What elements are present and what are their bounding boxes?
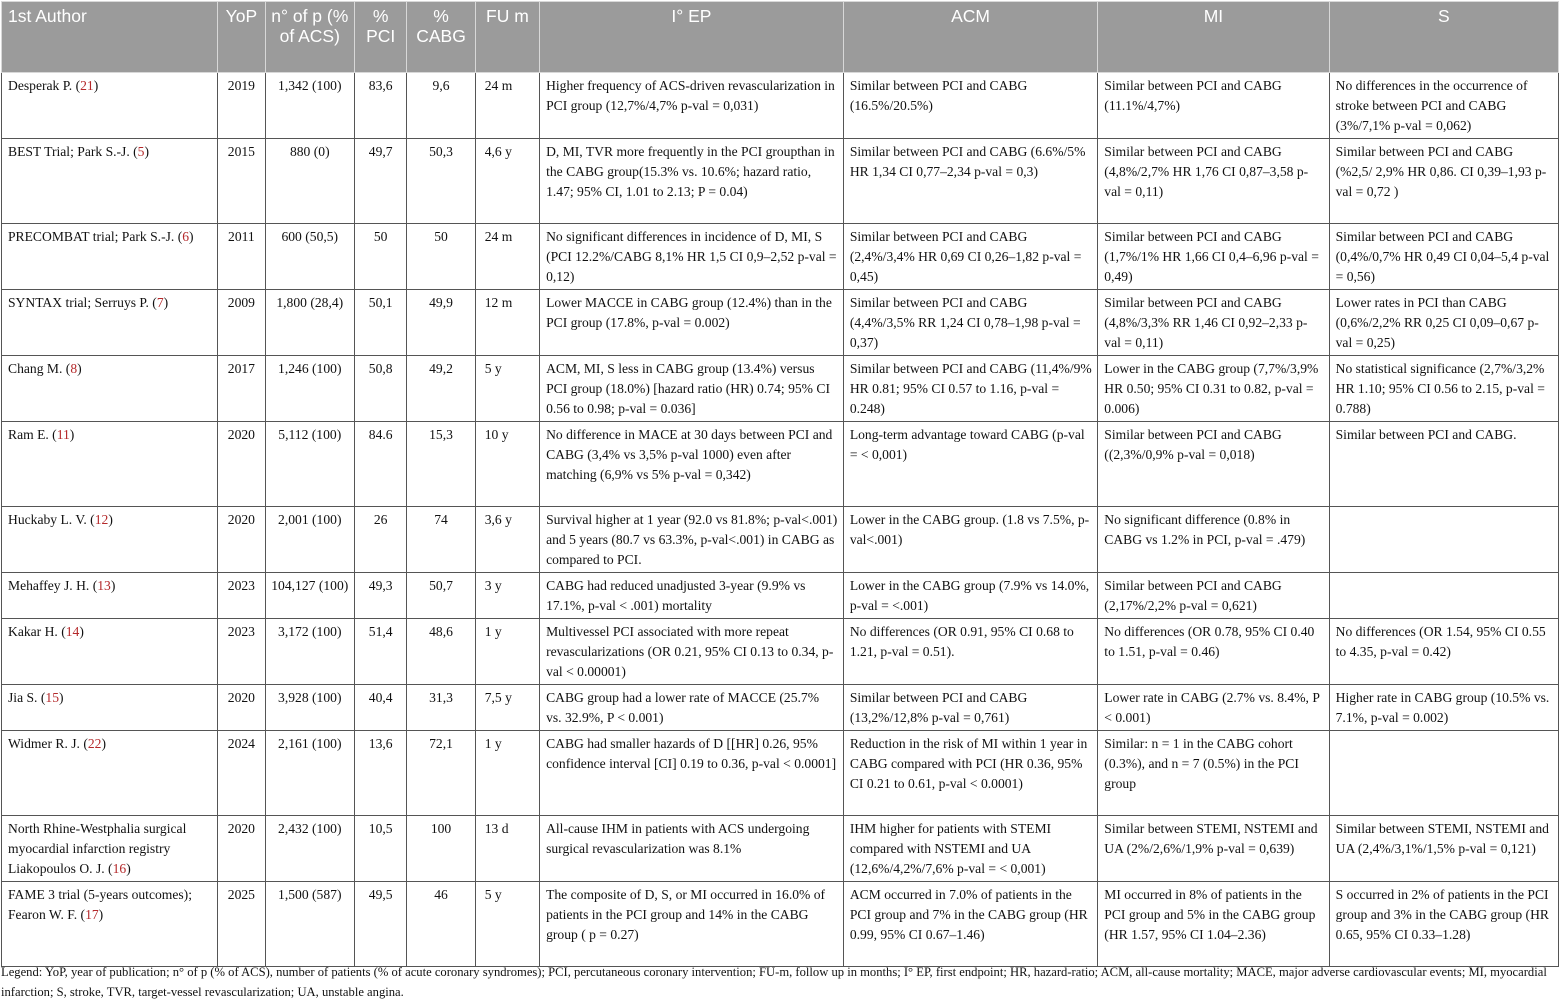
- cell-n-patients: 880 (0): [265, 139, 355, 224]
- cell-acm: Reduction in the risk of MI within 1 year in CABG compared with PCI (HR 0.36, 95% CI 0.21 to 0.61, p-val < 0.0001): [843, 731, 1097, 816]
- col-header-author: 1st Author: [2, 2, 218, 73]
- cell-fu: 12 m: [475, 290, 539, 356]
- cell-pci: 50,8: [355, 356, 407, 422]
- table-row: [2, 356, 1559, 422]
- cell-ep: D, MI, TVR more frequently in the PCI groupthan in the CABG group(15.3% vs. 10.6%; hazard ratio, 1.47; 95% CI, 1.01 to 2.13; P = 0.04): [540, 139, 844, 224]
- cell-mi: MI occurred in 8% of patients in the PCI group and 5% in the CABG group (HR 1.57, 95% CI 1.04–2.36): [1098, 882, 1329, 967]
- cell-fu: 4,6 y: [475, 139, 539, 224]
- cell-mi: Similar between PCI and CABG (4,8%/3,3% RR 1,46 CI 0,92–2,33 p-val = 0,11): [1098, 290, 1329, 356]
- cell-mi: No significant difference (0.8% in CABG vs 1.2% in PCI, p-val = .479): [1098, 507, 1329, 573]
- cell-n-patients: 2,432 (100): [265, 816, 355, 882]
- cell-author: [2, 224, 218, 290]
- cell-cabg: 31,3: [407, 685, 475, 731]
- cell-mi: Lower rate in CABG (2.7% vs. 8.4%, P < 0.001): [1098, 685, 1329, 731]
- cell-fu: 13 d: [475, 816, 539, 882]
- cell-pci: 83,6: [355, 73, 407, 139]
- cell-n-patients: 1,500 (587): [265, 882, 355, 967]
- table-row: [2, 685, 1559, 731]
- cell-cabg: 50,7: [407, 573, 475, 619]
- reference-link[interactable]: 7: [156, 295, 164, 310]
- cell-yop: 2020: [218, 422, 265, 507]
- cell-s: No differences in the occurrence of stroke between PCI and CABG (3%/7,1% p-val = 0,062): [1329, 73, 1558, 139]
- author-name: BEST Trial; Park S.-J. (: [8, 144, 138, 159]
- cell-fu: 7,5 y: [475, 685, 539, 731]
- col-header-mi: MI: [1098, 2, 1329, 73]
- table-row: [2, 731, 1559, 816]
- author-name: Widmer R. J. (: [8, 736, 88, 751]
- cell-author: [2, 882, 218, 967]
- cell-yop: 2025: [218, 882, 265, 967]
- cell-author: [2, 422, 218, 507]
- cell-acm: Similar between PCI and CABG (16.5%/20.5%): [843, 73, 1097, 139]
- cell-n-patients: 104,127 (100): [265, 573, 355, 619]
- cell-yop: 2020: [218, 507, 265, 573]
- cell-cabg: 50,3: [407, 139, 475, 224]
- cell-s: No differences (OR 1.54, 95% CI 0.55 to 4.35, p-val = 0.42): [1329, 619, 1558, 685]
- cell-yop: 2024: [218, 731, 265, 816]
- table-row: [2, 139, 1559, 224]
- cell-pci: 13,6: [355, 731, 407, 816]
- cell-fu: 24 m: [475, 224, 539, 290]
- ref-close-paren: ): [69, 427, 75, 442]
- cell-cabg: 49,2: [407, 356, 475, 422]
- cell-ep: Higher frequency of ACS-driven revascularization in PCI group (12,7%/4,7% p-val = 0,031): [540, 73, 844, 139]
- cell-yop: 2023: [218, 573, 265, 619]
- cell-acm: No differences (OR 0.91, 95% CI 0.68 to 1.21, p-val = 0.51).: [843, 619, 1097, 685]
- cell-pci: 50,1: [355, 290, 407, 356]
- cell-pci: 10,5: [355, 816, 407, 882]
- cell-acm: Similar between PCI and CABG (13,2%/12,8% p-val = 0,761): [843, 685, 1097, 731]
- cell-mi: Similar between PCI and CABG (1,7%/1% HR 1,66 CI 0,4–6,96 p-val = 0,49): [1098, 224, 1329, 290]
- cell-yop: 2019: [218, 73, 265, 139]
- cell-pci: 49,5: [355, 882, 407, 967]
- cell-cabg: 74: [407, 507, 475, 573]
- ref-close-paren: ): [79, 624, 84, 639]
- cell-n-patients: 1,246 (100): [265, 356, 355, 422]
- table-row: [2, 507, 1559, 573]
- ref-close-paren: ): [101, 736, 106, 751]
- cell-fu: 5 y: [475, 882, 539, 967]
- cell-yop: 2020: [218, 685, 265, 731]
- cell-author: [2, 731, 218, 816]
- cell-ep: ACM, MI, S less in CABG group (13.4%) versus PCI group (18.0%) [hazard ratio (HR) 0.74; 95% CI 0.56 to 0.98; p-val = 0.036]: [540, 356, 844, 422]
- cell-mi: Similar: n = 1 in the CABG cohort (0.3%), and n = 7 (0.5%) in the PCI group: [1098, 731, 1329, 816]
- col-header-ep: I° EP: [540, 2, 844, 73]
- author-name: North Rhine-Westphalia surgical myocardial infarction registry Liakopoulos O. J. (: [8, 821, 187, 876]
- table-legend: Legend: YoP, year of publication; n° of p (% of ACS), number of patients (% of acute coronary syndromes); PCI, percutaneous coronary intervention; FU-m, follow up in months; I° EP, first endpoint; HR, hazard-ratio; ACM, all-cause mortality; MACE, major adverse cardiovascular events; MI, myocardial infarction; S, stroke, TVR, target-vessel revascularization; UA, unstable angina.: [1, 965, 1547, 999]
- cell-cabg: 50: [407, 224, 475, 290]
- cell-ep: The composite of D, S, or MI occurred in 16.0% of patients in the PCI group and 14% in the CABG group ( p = 0.27): [540, 882, 844, 967]
- cell-author: [2, 685, 218, 731]
- cell-ep: CABG had reduced unadjusted 3-year (9.9% vs 17.1%, p-val < .001) mortality: [540, 573, 844, 619]
- cell-acm: Similar between PCI and CABG (11,4%/9% HR 0.81; 95% CI 0.57 to 1.16, p-val = 0.248): [843, 356, 1097, 422]
- cell-acm: Long-term advantage toward CABG (p-val = < 0,001): [843, 422, 1097, 507]
- cell-mi: Lower in the CABG group (7,7%/3,9% HR 0.50; 95% CI 0.31 to 0.82, p-val = 0.006): [1098, 356, 1329, 422]
- cell-mi: Similar between PCI and CABG (11.1%/4,7%): [1098, 73, 1329, 139]
- cell-s: Similar between PCI and CABG (0,4%/0,7% HR 0,49 CI 0,04–5,4 p-val = 0,56): [1329, 224, 1558, 290]
- table-row: [2, 224, 1559, 290]
- author-name: FAME 3 trial (5-years outcomes); Fearon W. F. (: [8, 887, 192, 922]
- cell-author: [2, 507, 218, 573]
- author-name: Kakar H. (: [8, 624, 66, 639]
- cell-cabg: 9,6: [407, 73, 475, 139]
- cell-s: [1329, 731, 1558, 816]
- reference-link[interactable]: 14: [65, 624, 80, 639]
- ref-close-paren: ): [58, 690, 64, 705]
- cell-cabg: 72,1: [407, 731, 475, 816]
- cell-pci: 49,3: [355, 573, 407, 619]
- cell-yop: 2023: [218, 619, 265, 685]
- cell-pci: 40,4: [355, 685, 407, 731]
- reference-link[interactable]: 16: [112, 861, 127, 876]
- table-row: [2, 882, 1559, 967]
- reference-link[interactable]: 6: [182, 229, 190, 244]
- table-row: [2, 73, 1559, 139]
- cell-acm: Similar between PCI and CABG (2,4%/3,4% HR 0,69 CI 0,26–1,82 p-val = 0,45): [843, 224, 1097, 290]
- cell-fu: 10 y: [475, 422, 539, 507]
- cell-n-patients: 1,800 (28,4): [265, 290, 355, 356]
- cell-pci: 84.6: [355, 422, 407, 507]
- reference-link[interactable]: 13: [97, 578, 111, 593]
- cell-n-patients: 2,161 (100): [265, 731, 355, 816]
- cell-fu: 5 y: [475, 356, 539, 422]
- col-header-acm: ACM: [843, 2, 1097, 73]
- reference-link[interactable]: 17: [85, 907, 99, 922]
- table-row: [2, 816, 1559, 882]
- cell-mi: Similar between PCI and CABG (4,8%/2,7% HR 1,76 CI 0,87–3,58 p-val = 0,11): [1098, 139, 1329, 224]
- table-body: [2, 73, 1559, 967]
- cell-mi: Similar between STEMI, NSTEMI and UA (2%/2,6%/1,9% p-val = 0,639): [1098, 816, 1329, 882]
- cell-n-patients: 2,001 (100): [265, 507, 355, 573]
- author-name: Huckaby L. V. (: [8, 512, 95, 527]
- ref-close-paren: ): [77, 361, 82, 376]
- table-row: [2, 290, 1559, 356]
- author-name: SYNTAX trial; Serruys P. (: [8, 295, 157, 310]
- cell-cabg: 100: [407, 816, 475, 882]
- cell-yop: 2017: [218, 356, 265, 422]
- cell-pci: 49,7: [355, 139, 407, 224]
- cell-author: [2, 73, 218, 139]
- cell-mi: Similar between PCI and CABG (2,17%/2,2% p-val = 0,621): [1098, 573, 1329, 619]
- cell-ep: No significant differences in incidence of D, MI, S (PCI 12.2%/CABG 8,1% HR 1,5 CI 0,9–2,52 p-val = 0,12): [540, 224, 844, 290]
- cell-mi: Similar between PCI and CABG ((2,3%/0,9% p-val = 0,018): [1098, 422, 1329, 507]
- cell-ep: No difference in MACE at 30 days between PCI and CABG (3,4% vs 3,5% p-val 1000) even after matching (6,9% vs 5% p-val = 0,342): [540, 422, 844, 507]
- cell-acm: Lower in the CABG group. (1.8 vs 7.5%, p-val<.001): [843, 507, 1097, 573]
- cell-author: [2, 290, 218, 356]
- cell-acm: IHM higher for patients with STEMI compared with NSTEMI and UA (12,6%/4,2%/7,6% p-val = < 0,001): [843, 816, 1097, 882]
- ref-close-paren: ): [93, 78, 99, 93]
- reference-link[interactable]: 22: [87, 736, 102, 751]
- cell-ep: Survival higher at 1 year (92.0 vs 81.8%; p-val<.001) and 5 years (80.7 vs 63.3%, p-val<.001) in CABG as compared to PCI.: [540, 507, 844, 573]
- ref-close-paren: ): [189, 229, 194, 244]
- col-header-yop: YoP: [218, 2, 265, 73]
- author-name: Mehaffey J. H. (: [8, 578, 98, 593]
- cell-cabg: 15,3: [407, 422, 475, 507]
- cell-author: [2, 139, 218, 224]
- ref-close-paren: ): [108, 512, 113, 527]
- cell-ep: CABG group had a lower rate of MACCE (25.7% vs. 32.9%, P < 0.001): [540, 685, 844, 731]
- cell-n-patients: 1,342 (100): [265, 73, 355, 139]
- cell-author: [2, 356, 218, 422]
- reference-link[interactable]: 5: [137, 144, 145, 159]
- reference-link[interactable]: 21: [80, 78, 94, 93]
- cell-cabg: 48,6: [407, 619, 475, 685]
- cell-author: [2, 619, 218, 685]
- table-row: [2, 573, 1559, 619]
- cell-mi: No differences (OR 0.78, 95% CI 0.40 to 1.51, p-val = 0.46): [1098, 619, 1329, 685]
- author-name: Chang M. (: [8, 361, 71, 376]
- cell-author: [2, 573, 218, 619]
- col-header-pci: % PCI: [355, 2, 407, 73]
- col-header-cabg: % CABG: [407, 2, 475, 73]
- cell-s: Lower rates in PCI than CABG (0,6%/2,2% RR 0,25 CI 0,09–0,67 p-val = 0,25): [1329, 290, 1558, 356]
- cell-acm: Lower in the CABG group (7.9% vs 14.0%, p-val = <.001): [843, 573, 1097, 619]
- reference-link[interactable]: 11: [56, 427, 70, 442]
- cell-n-patients: 600 (50,5): [265, 224, 355, 290]
- cell-s: S occurred in 2% of patients in the PCI group and 3% in the CABG group (HR 0.65, 95% CI 0.33–1.28): [1329, 882, 1558, 967]
- author-name: Desperak P. (: [8, 78, 81, 93]
- col-header-s: S: [1329, 2, 1558, 73]
- cell-ep: Lower MACCE in CABG group (12.4%) than in the PCI group (17.8%, p-val = 0.002): [540, 290, 844, 356]
- cell-n-patients: 3,928 (100): [265, 685, 355, 731]
- cell-n-patients: 5,112 (100): [265, 422, 355, 507]
- cell-author: [2, 816, 218, 882]
- cell-s: Higher rate in CABG group (10.5% vs. 7.1%, p-val = 0.002): [1329, 685, 1558, 731]
- cell-pci: 26: [355, 507, 407, 573]
- cell-acm: ACM occurred in 7.0% of patients in the PCI group and 7% in the CABG group (HR 0.99, 95% CI 0.67–1.46): [843, 882, 1097, 967]
- cell-ep: All-cause IHM in patients with ACS undergoing surgical revascularization was 8.1%: [540, 816, 844, 882]
- cell-fu: 1 y: [475, 619, 539, 685]
- cell-s: No statistical significance (2,7%/3,2% HR 1.10; 95% CI 0.56 to 2.15, p-val = 0.788): [1329, 356, 1558, 422]
- cell-acm: Similar between PCI and CABG (6.6%/5% HR 1,34 CI 0,77–2,34 p-val = 0,3): [843, 139, 1097, 224]
- cell-fu: 3 y: [475, 573, 539, 619]
- cell-s: Similar between PCI and CABG (%2,5/ 2,9% HR 0,86. CI 0,39–1,93 p-val = 0,72 ): [1329, 139, 1558, 224]
- cell-fu: 24 m: [475, 73, 539, 139]
- reference-link[interactable]: 12: [94, 512, 109, 527]
- author-name: Jia S. (: [8, 690, 46, 705]
- cell-yop: 2015: [218, 139, 265, 224]
- cell-s: Similar between PCI and CABG.: [1329, 422, 1558, 507]
- ref-close-paren: ): [110, 578, 116, 593]
- cell-n-patients: 3,172 (100): [265, 619, 355, 685]
- cell-acm: Similar between PCI and CABG (4,4%/3,5% RR 1,24 CI 0,78–1,98 p-val = 0,37): [843, 290, 1097, 356]
- cell-s: [1329, 507, 1558, 573]
- col-header-n-patients: n° of p (% of ACS): [265, 2, 355, 73]
- cell-pci: 51,4: [355, 619, 407, 685]
- cell-yop: 2009: [218, 290, 265, 356]
- table-row: [2, 422, 1559, 507]
- ref-close-paren: ): [126, 861, 131, 876]
- author-name: PRECOMBAT trial; Park S.-J. (: [8, 229, 183, 244]
- cell-s: [1329, 573, 1558, 619]
- cell-ep: CABG had smaller hazards of D [[HR] 0.26, 95% confidence interval [CI] 0.19 to 0.36, p-val < 0.0001]: [540, 731, 844, 816]
- cell-s: Similar between STEMI, NSTEMI and UA (2,4%/3,1%/1,5% p-val = 0,121): [1329, 816, 1558, 882]
- table-row: [2, 619, 1559, 685]
- table-header: [2, 2, 1559, 73]
- cell-yop: 2011: [218, 224, 265, 290]
- ref-close-paren: ): [163, 295, 169, 310]
- cell-cabg: 46: [407, 882, 475, 967]
- ref-close-paren: ): [98, 907, 104, 922]
- reference-link[interactable]: 15: [45, 690, 59, 705]
- author-name: Ram E. (: [8, 427, 57, 442]
- studies-table: [1, 1, 1559, 967]
- reference-link[interactable]: 8: [70, 361, 78, 376]
- cell-ep: Multivessel PCI associated with more repeat revascularizations (OR 0.21, 95% CI 0.13 to 0.34, p-val < 0.00001): [540, 619, 844, 685]
- cell-fu: 3,6 y: [475, 507, 539, 573]
- ref-close-paren: ): [144, 144, 149, 159]
- cell-yop: 2020: [218, 816, 265, 882]
- col-header-fu: FU m: [475, 2, 539, 73]
- cell-cabg: 49,9: [407, 290, 475, 356]
- cell-pci: 50: [355, 224, 407, 290]
- cell-fu: 1 y: [475, 731, 539, 816]
